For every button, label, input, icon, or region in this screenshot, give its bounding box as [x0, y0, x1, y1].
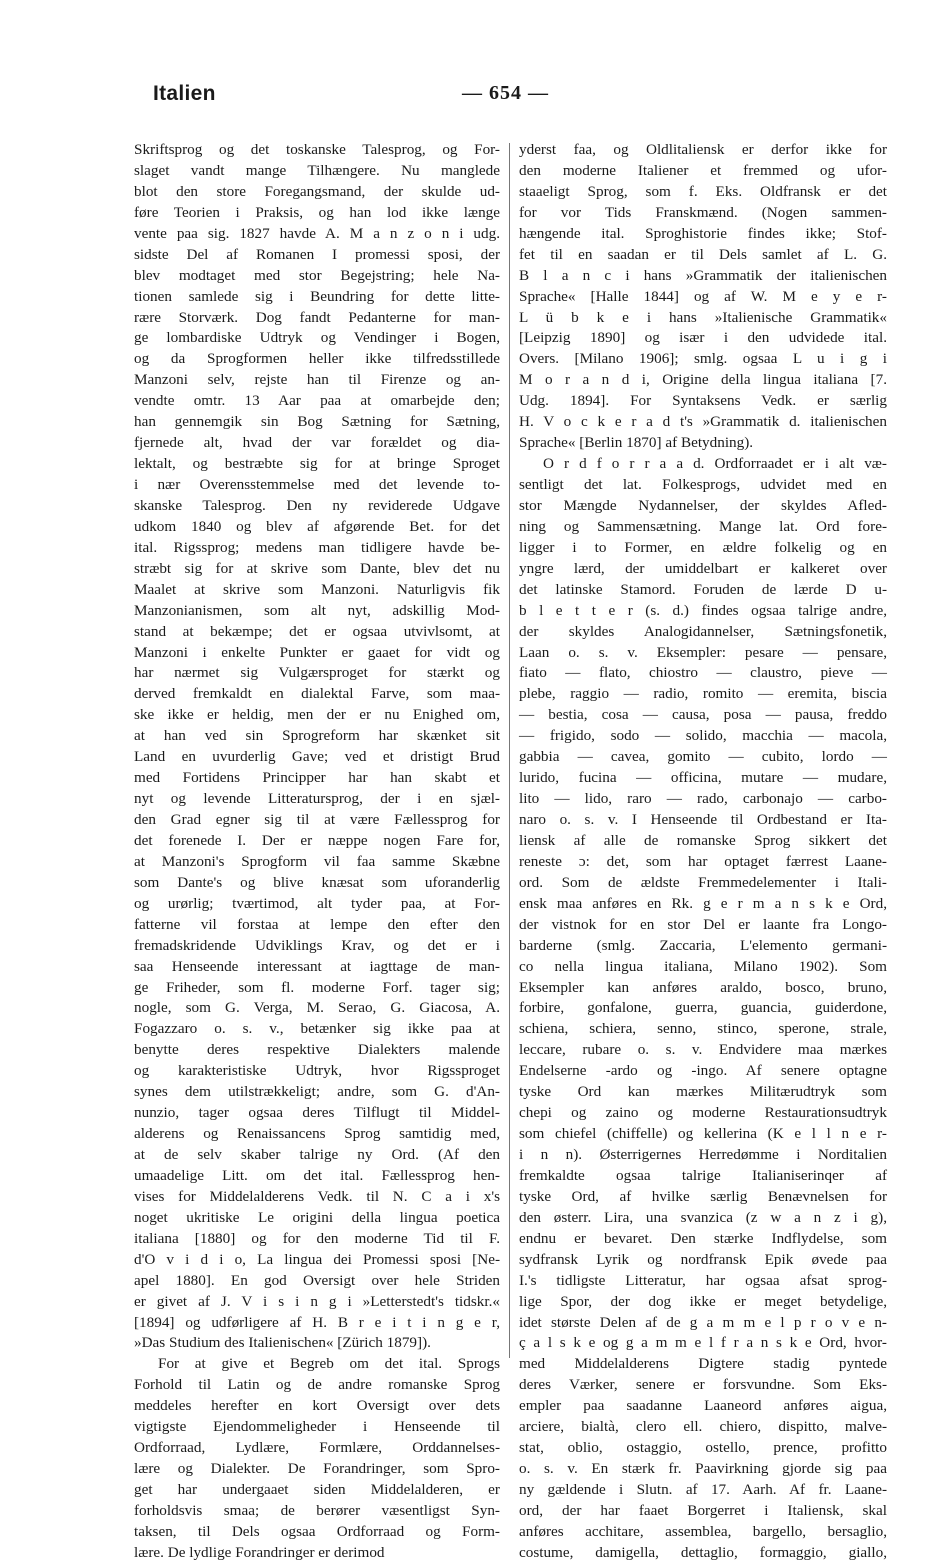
left-column-line: Forhold til Latin og de andre romanske Sprog: [134, 1376, 500, 1394]
right-column-line: der vistnok for en stor Del er laante fra Longo-: [519, 915, 887, 933]
left-column-line: Manzoni selv, rejste han til Firenze og an-: [134, 371, 500, 389]
right-column-line: for vor Tids Franskmænd. (Nogen sammen-: [519, 203, 887, 221]
left-column-line: fremadskridende Udviklings Krav, og det er i: [134, 936, 500, 954]
right-column-line: plebe, raggio — radio, romito — eremita, biscia: [519, 685, 887, 703]
right-column-line: forbire, gonfalone, guerra, guancia, guiderdone,: [519, 999, 887, 1017]
left-column-line: saa Henseende interessant at iagttage de man-: [134, 957, 500, 975]
right-column-line: co nella lingua italiana, Milano 1902). Som: [519, 957, 887, 975]
right-column-line: deres Værker, senere er forsvundne. Som Eks-: [519, 1376, 887, 1394]
page-header: [0, 82, 928, 112]
left-column-line: med Fortidens Principper har han skabt et: [134, 769, 500, 787]
left-column-line: ital. Rigssprog; medens man tidligere havde be-: [134, 538, 500, 556]
right-column-line: tyske Ord kan mærkes Militærudtryk som: [519, 1083, 887, 1101]
right-column-line: lito — lido, raro — rado, carbonajo — carbo-: [519, 790, 887, 808]
left-column-line: vigtigste Ejendommeligheder i Henseende til: [134, 1418, 500, 1436]
page-number: — 654 —: [462, 82, 549, 104]
right-column-line: idet største Delen af de g a m m e l p r o v e n-: [519, 1313, 887, 1331]
left-column-line: at de selv skaber talrige ny Ord. (Af den: [134, 1146, 500, 1163]
left-column-line: det forenede I. Der er næppe nogen Fare for,: [134, 831, 500, 849]
left-column-line: italiana [1880] og for den moderne Tid til F.: [134, 1229, 500, 1247]
left-column-line: ge Friheder, som fl. moderne Forf. tager sig;: [134, 978, 500, 996]
left-column-line: ske ikke er heldig, men der er nu Enighed om,: [134, 706, 500, 724]
right-column-line: fremkaldte ogsaa talrige Italianiserinqer af: [519, 1166, 887, 1184]
right-column-line: B l a n c i hans »Grammatik der italienischen: [519, 266, 887, 284]
right-column-line: gabbia — cavea, gomito — cubito, lordo —: [519, 748, 887, 766]
right-column-line: arciere, bialtà, clero ell. chiero, dispitto, malve-: [519, 1418, 887, 1436]
left-column-line: vises for Middelalderens Vedk. til N. C a i x's: [134, 1187, 500, 1205]
right-column-line: hængende ital. Sproghistorie findes ikke; Stof-: [519, 224, 887, 242]
left-column-line: benytte deres respektive Dialekters malende: [134, 1041, 500, 1059]
right-column-line: staaeligt Sprog, som f. Eks. Oldfransk er det: [519, 182, 887, 200]
right-column-line: M o r a n d i, Origine della lingua italiana [7.: [519, 371, 887, 389]
left-column-line: slaget vandt mange Tilhængere. Nu manglede: [134, 161, 500, 179]
left-column-line: nogle, som G. Verga, M. Serao, G. Giacosa, A.: [134, 999, 500, 1017]
right-column-line: Endelserne -ardo og -ingo. Af senere optagne: [519, 1062, 887, 1080]
right-column-line: tyske Ord, af hvilke særlig Benævnelsen for: [519, 1187, 887, 1205]
left-column-line: som Dante's og blive knæsat som uforanderlig: [134, 873, 500, 891]
right-column-line: sentligt det lat. Folkesprogs, udvidet med en: [519, 476, 887, 493]
left-column: [134, 140, 500, 1561]
right-column-line: Udg. 1894]. For Syntaksens Vedk. er særlig: [519, 392, 887, 410]
left-column-line: tionen samlede sig i Beundring for dette litte-: [134, 287, 500, 305]
left-column-line: Ordforraad, Lydlære, Formlære, Orddannelses-: [134, 1439, 500, 1457]
left-column-line: derved fremkaldt en dialektal Farve, som maa-: [134, 685, 500, 703]
left-column-line: umaadelige Litt. om det ital. Fællessprog hen-: [134, 1166, 500, 1184]
left-column-line: stræbt sig for at skrive som Dante, blev det nu: [134, 559, 500, 577]
left-column-line: forholdsvis smaa; de berører væsentligst Syn-: [134, 1501, 500, 1519]
right-column-line: ç a l s k e og g a m m e l f r a n s k e Ord, hvor-: [519, 1334, 887, 1352]
right-column-line: reneste ɔ: det, som har optaget færrest Laane-: [519, 852, 887, 870]
left-column-line: føre Teorien i Praksis, og han lod ikke længe: [134, 203, 500, 221]
right-column-line: endnu er bevaret. Den stærke Indflydelse, som: [519, 1229, 887, 1247]
right-column-line: barderne (smlg. Zaccaria, L'elemento germani-: [519, 936, 887, 954]
right-column-line: ny gældende i Slutn. af 17. Aarh. Af fr. Laane-: [519, 1481, 887, 1498]
left-column-line: lære. De lydlige Forandringer er derimod: [134, 1543, 385, 1561]
left-column-line: synes dem utilstrækkeligt; andre, som G. d'An-: [134, 1083, 500, 1101]
left-column-line: fatterne vil forstaa at lempe den efter den: [134, 915, 500, 933]
right-column-line: ord. Som de ældste Fremmedelementer i Itali-: [519, 873, 887, 891]
right-column-line: fet til en saadan er til Dels samlet af L. G.: [519, 245, 887, 263]
right-column-line: sydfransk Lyrik og nordfransk Epik øvede paa: [519, 1250, 887, 1268]
left-column-line: rære Storværk. Dog fandt Pedanterne for man-: [134, 308, 500, 326]
right-column-line: b l e t t e r (s. d.) findes ogsaa talrige andre,: [519, 601, 887, 619]
left-column-line: fjernede alt, hvad der var forældet og dia-: [134, 434, 500, 452]
left-column-line: udkom 1840 og blev af afgørende Bet. for det: [134, 517, 500, 535]
left-column-line: alderens og Renaissancens Sprog samtidig med,: [134, 1125, 500, 1143]
right-column-line: ligger i to Former, en ældre folkelig og en: [519, 538, 887, 556]
left-column-line: nunzio, tager ogsaa deres Tilflugt til Middel-: [134, 1104, 500, 1122]
left-column-line: For at give et Begreb om det ital. Sprogs: [158, 1355, 500, 1373]
left-column-line: og da Sprogformen heller ikke tilfredsstillede: [134, 350, 500, 368]
right-column-line: costume, damigella, dettaglio, formaggio, giallo,: [519, 1543, 887, 1561]
left-column-line: skanske Talesprog. Den ny reviderede Udgave: [134, 496, 500, 514]
right-column: [519, 140, 887, 1561]
right-column-line: det latinske Stamord. Foruden de lærde D u-: [519, 580, 887, 598]
right-column-line: lige Spor, der dog ikke er meget betydelige,: [519, 1292, 887, 1310]
right-column-line: schiena, schiera, senno, stinco, sperone, strale,: [519, 1020, 887, 1038]
left-column-line: at Manzoni's Sprogform vil faa samme Skæbne: [134, 852, 500, 870]
right-column-line: yderst faa, og Oldlitaliensk er derfor ikke for: [519, 141, 887, 158]
right-column-line: ensk maa anføres en Rk. g e r m a n s k e Ord,: [519, 894, 887, 912]
left-column-line: blev modtaget med stor Begejstring; hele Na-: [134, 266, 500, 284]
running-title: Italien: [153, 82, 216, 105]
right-column-line: leccare, rubare o. s. v. Endvidere maa mærkes: [519, 1041, 887, 1059]
left-column-line: lektalt, og bestræbte sig for at bringe Sproget: [134, 455, 500, 473]
right-column-line: den moderne Italiener et fremmed og ufor-: [519, 161, 887, 179]
left-column-line: han gennemgik sin Bog Sætning for Sætning,: [134, 413, 500, 431]
left-column-line: er givet af J. V i s i n g i »Letterstedt's tidskr.«: [134, 1292, 500, 1310]
left-column-line: meddeles herefter en kort Oversigt over dets: [134, 1397, 500, 1415]
right-column-line: lurido, fucina — officina, mutare — mudare,: [519, 769, 887, 787]
left-column-line: apel 1880]. En god Oversigt over hele Striden: [134, 1271, 500, 1289]
left-column-line: Manzoni i enkelte Punkter er gaaet for vidt og: [134, 643, 500, 661]
left-column-line: Skriftsprog og det toskanske Talesprog, og For-: [134, 141, 500, 158]
left-column-line: vendte omtr. 13 Aar paa at omarbejde den;: [134, 392, 500, 410]
right-column-line: anføres acchitare, assemblea, bargello, bersaglio,: [519, 1522, 887, 1540]
left-column-line: d'O v i d i o, La lingua dei Promessi sposi [Ne-: [134, 1250, 500, 1268]
left-column-line: den Grad egner sig til at være Fællessprog for: [134, 811, 500, 828]
right-column-line: Sprache« [Halle 1844] og af W. M e y e r-: [519, 287, 887, 305]
left-column-line: get har undergaaet siden Middelalderen, er: [134, 1481, 500, 1498]
right-column-line: ord, der har faaet Borgerret i Italiensk, skal: [519, 1501, 887, 1519]
right-column-line: ning og Sammensætning. Mange lat. Ord fore-: [519, 517, 887, 535]
left-column-line: taksen, til Dels ogsaa Ordforraad og Form-: [134, 1522, 500, 1540]
right-column-line: med Middelalderens Digtere stadig pyntede: [519, 1355, 887, 1373]
right-column-line: liensk af alle de romanske Sprog sikkert det: [519, 831, 887, 849]
right-column-line: o. s. v. En stærk fr. Paavirkning gjorde sig paa: [519, 1460, 887, 1478]
right-column-line: der skyldes Analogidannelser, Sætningsfonetik,: [519, 622, 887, 640]
right-column-line: fiato — flato, chiostro — claustro, pieve —: [519, 664, 887, 682]
left-column-line: »Das Studium des Italienischen« [Zürich 1879]).: [134, 1334, 431, 1352]
right-column-line: Laan o. s. v. Eksempler: pesare — pensare,: [519, 643, 887, 661]
left-column-line: vente paa sig. 1827 havde A. M a n z o n i udg.: [134, 224, 500, 242]
left-column-line: nyt og levende Litteratursprog, der i en sjæl-: [134, 790, 500, 808]
right-column-line: — frigido, sodo — solido, macchia — macola,: [519, 727, 887, 745]
left-column-line: [1894] og udførligere af H. B r e i t i n g e r,: [134, 1313, 500, 1331]
right-column-line: yngre lærd, der umiddelbart er kalkeret over: [519, 559, 887, 577]
left-column-line: blot den store Foregangsmand, der skulde ud-: [134, 182, 500, 200]
left-column-line: noget ukritiske Le origini della lingua poetica: [134, 1208, 500, 1226]
left-column-line: stand at bekæmpe; det er ogsaa utvivlsomt, at: [134, 622, 500, 640]
right-column-line: den østerr. Lira, una svanzica (z w a n z i g),: [519, 1208, 887, 1226]
left-column-line: og karakteristiske Udtryk, hvor Rigssproget: [134, 1062, 500, 1080]
right-column-line: stat, oblio, ostaggio, ostello, prence, profitto: [519, 1439, 887, 1457]
left-column-line: sidste Del af Romanen I promessi sposi, der: [134, 245, 500, 263]
right-column-line: [Leipzig 1890] og især i den udvidede ital.: [519, 329, 887, 347]
right-column-line: H. V o c k e r a d t's »Grammatik d. italienischen: [519, 413, 887, 431]
left-column-line: ge lombardiske Udtryk og Vendinger i Bogen,: [134, 329, 500, 347]
right-column-line: Sprache« [Berlin 1870] af Betydning).: [519, 434, 754, 452]
left-column-line: Manzonianismen, som alt nyt, adskillig Mod-: [134, 601, 500, 619]
left-column-line: og urørlig; tværtimod, alt tyder paa, at For-: [134, 894, 500, 912]
right-column-line: Eksempler kan anføres araldo, bosco, bruno,: [519, 978, 887, 996]
right-column-line: stor Mængde Nydannelser, der skyldes Afled-: [519, 496, 887, 514]
left-column-line: har nærmet sig Vulgærsproget for stærkt og: [134, 664, 500, 682]
right-column-line: Overs. [Milano 1906]; smlg. ogsaa L u i g i: [519, 350, 887, 368]
left-column-line: i nær Overensstemmelse med det levende to-: [134, 476, 500, 493]
left-column-line: Fogazzaro o. s. v., betænker sig ikke paa at: [134, 1020, 500, 1038]
right-column-line: empler paa saadanne Laaneord anføres aigua,: [519, 1397, 887, 1415]
left-column-line: Land en uvurderlig Gave; ved et dristigt Brud: [134, 748, 500, 766]
right-column-line: L ü b k e i hans »Italienische Grammatik«: [519, 308, 887, 326]
right-column-line: chepi og zaino og moderne Restaurationsudtryk: [519, 1104, 887, 1122]
right-column-line: I.'s tidligste Litteratur, har ogsaa afsat sprog-: [519, 1271, 887, 1289]
right-column-line: som chiefel (chiffelle) og kellerina (K e l l n e r-: [519, 1125, 887, 1143]
column-divider: [509, 143, 510, 1358]
right-column-line: i n n). Østerrigernes Herredømme i Norditalien: [519, 1146, 887, 1163]
left-column-line: at han ved sin Sprogreform har skænket sit: [134, 727, 500, 745]
right-column-line: — bestia, cosa — causa, posa — pausa, freddo: [519, 706, 887, 724]
left-column-line: lære og Dialekter. De Forandringer, som Spro-: [134, 1460, 500, 1478]
right-column-line: naro o. s. v. I Henseende til Ordbestand er Ita-: [519, 811, 887, 828]
right-column-line: O r d f o r r a a d. Ordforraadet er i alt væ-: [543, 455, 887, 473]
left-column-line: Maalet at skrive som Manzoni. Naturligvis fik: [134, 580, 500, 598]
